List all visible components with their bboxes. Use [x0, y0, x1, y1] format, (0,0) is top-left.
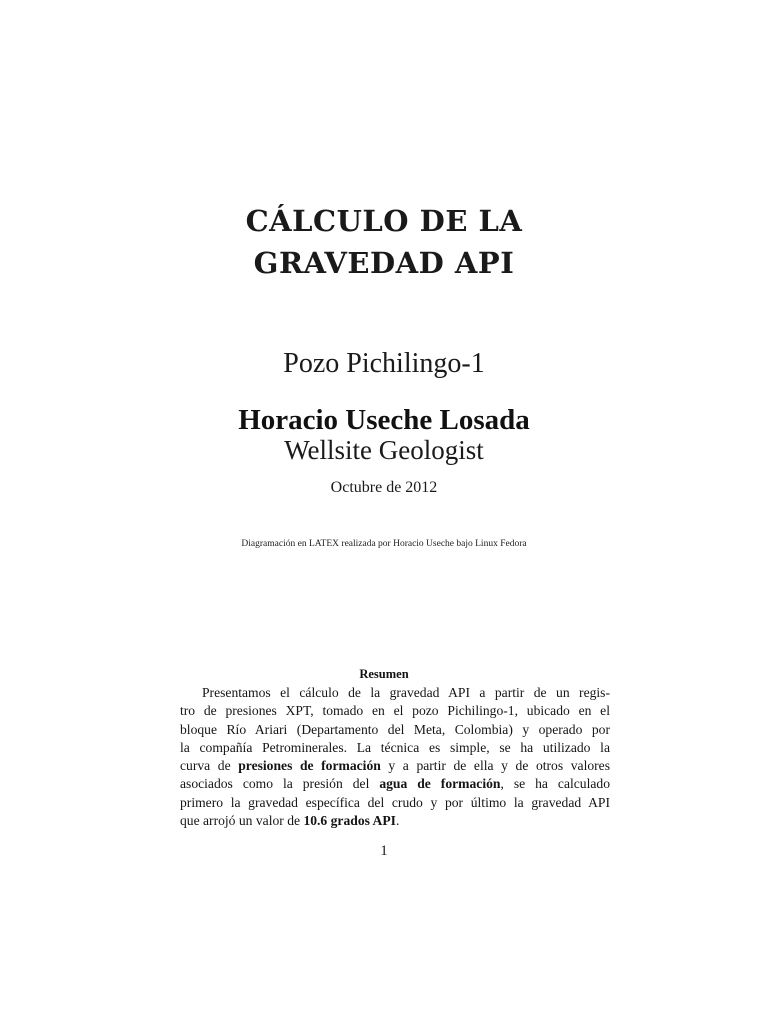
- abstract-line: [180, 812, 610, 830]
- document-date: Octubre de 2012: [330, 479, 438, 496]
- abstract-line: bloque Río Ariari (Departamento del Meta, Colombia) y operado por: [180, 721, 610, 737]
- abstract-line: la compañía Petrominerales. La técnica es simple, se ha utilizado la: [180, 739, 610, 755]
- abstract-heading: Resumen: [359, 667, 409, 681]
- page-number: 1: [380, 843, 388, 859]
- abstract-line: Presentamos el cálculo de la gravedad API a partir de un regis-: [202, 685, 610, 700]
- document-subtitle: Pozo Pichilingo-1: [283, 348, 485, 379]
- abstract-line: tro de presiones XPT, tomado en el pozo Pichilingo-1, ubicado en el: [180, 703, 610, 719]
- abstract-text: .: [395, 813, 400, 829]
- author-role: Wellsite Geologist: [284, 435, 484, 465]
- typesetting-credit: Diagramación en LATEX realizada por Horacio Useche bajo Linux Fedora: [241, 539, 527, 549]
- title-line-1: CÁLCULO DE LA: [245, 204, 523, 238]
- document-title: [0, 200, 768, 284]
- abstract-text: , se ha calculado: [500, 776, 610, 792]
- abstract-text: que arrojó un valor de: [180, 813, 304, 829]
- abstract-line: [180, 775, 610, 793]
- abstract-text: curva de: [180, 758, 239, 774]
- abstract-body: [180, 684, 610, 830]
- abstract-line: [180, 757, 610, 775]
- emphasis-formation-water: agua de formación: [379, 776, 501, 792]
- emphasis-formation-pressures: presiones de formación: [238, 758, 381, 774]
- title-line-2: GRAVEDAD API: [253, 246, 515, 280]
- author-name: Horacio Useche Losada: [238, 404, 530, 436]
- abstract-text: asociados como la presión del: [180, 776, 380, 792]
- emphasis-api-result: 10.6 grados API: [303, 813, 396, 829]
- abstract-text: y a partir de ella y de otros valores: [380, 758, 611, 774]
- abstract-line: primero la gravedad específica del crudo y por último la gravedad API: [180, 794, 610, 810]
